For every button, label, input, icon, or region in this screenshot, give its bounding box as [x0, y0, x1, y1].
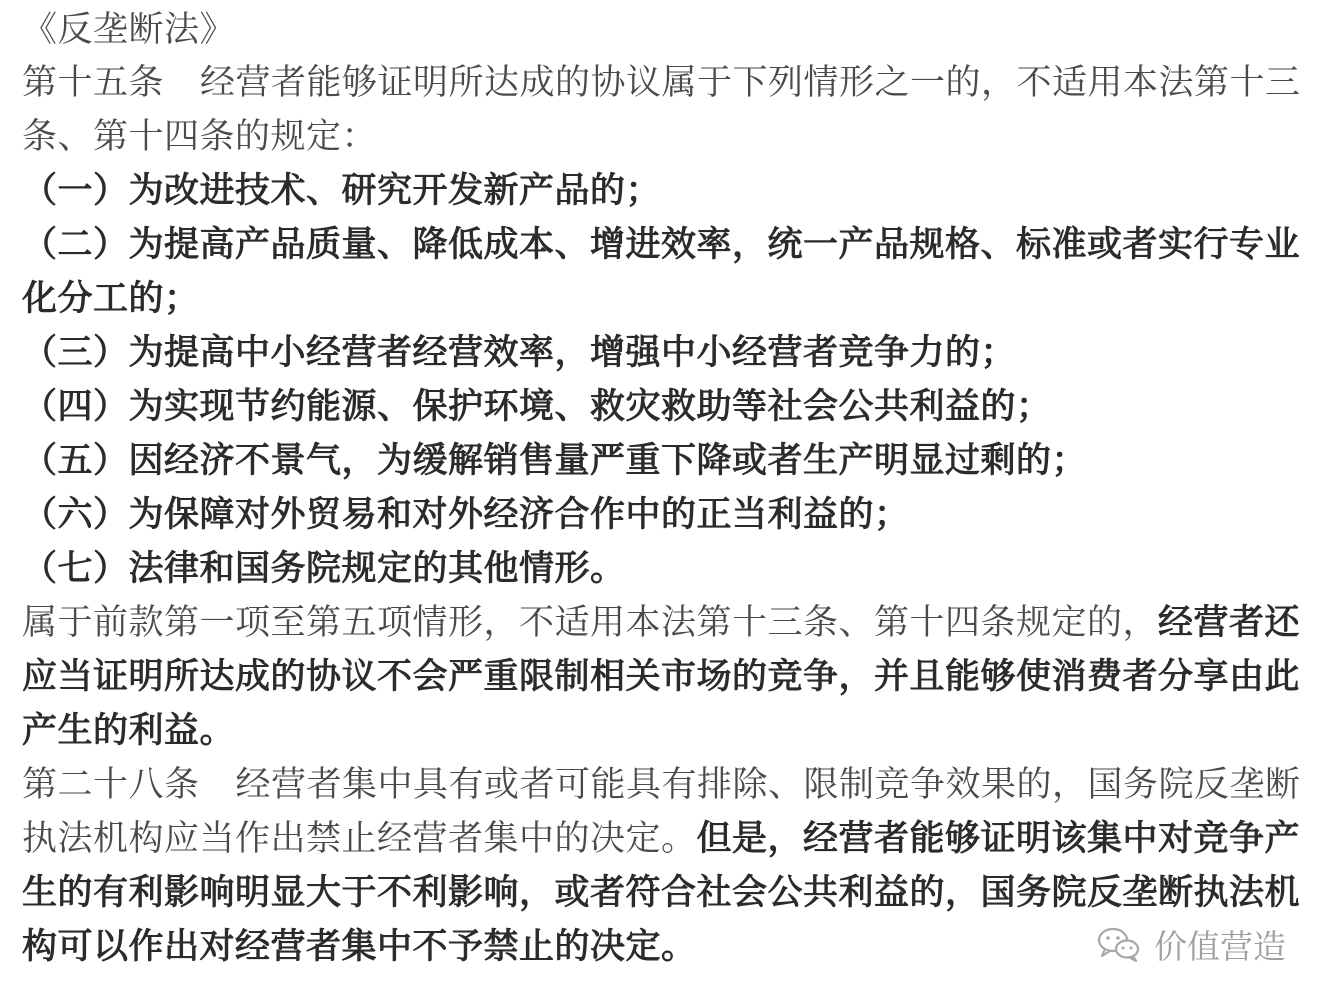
article-28-line-3: 生的有利影响明显大于不利影响，或者符合社会公共利益的，国务院反垄断执法机 — [22, 873, 1301, 913]
article-28-line-4: 构可以作出对经营者集中不予禁止的决定。 — [22, 927, 697, 967]
paragraph-2-line-3: 产生的利益。 — [22, 711, 236, 751]
paragraph-2-normal-text: 属于前款第一项至第五项情形，不适用本法第十三条、第十四条规定的， — [22, 603, 1159, 643]
article-15-intro-line-1 — [22, 56, 1312, 110]
watermark-text: 价值营造 — [1154, 926, 1286, 966]
document-body — [22, 4, 1312, 974]
paragraph-2-bold-text: 经营者还 — [1158, 603, 1301, 643]
article-15-item-5: （五）因经济不景气，为缓解销售量严重下降或者生产明显过剩的； — [22, 441, 1088, 481]
article-15-item-2-cont: 化分工的； — [22, 279, 200, 319]
article-28-label: 第二十八条 — [22, 765, 200, 805]
article-15-label: 第十五条 — [22, 63, 165, 103]
article-28-line-1 — [22, 758, 1312, 812]
article-28-bold-text: 但是，经营者能够证明该集中对竞争产 — [696, 819, 1301, 859]
article-28-text: 经营者集中具有或者可能具有排除、限制竞争效果的，国务院反垄断 — [235, 765, 1301, 805]
article-15-item-3: （三）为提高中小经营者经营效率，增强中小经营者竞争力的； — [22, 333, 1017, 373]
article-15-intro-text: 经营者能够证明所达成的协议属于下列情形之一的，不适用本法第十三 — [200, 63, 1301, 103]
article-15-item-7: （七）法律和国务院规定的其他情形。 — [22, 549, 626, 589]
paragraph-2-line-1 — [22, 596, 1312, 650]
article-28-normal-text: 执法机构应当作出禁止经营者集中的决定。 — [22, 819, 697, 859]
article-15-item-2: （二）为提高产品质量、降低成本、增进效率，统一产品规格、标准或者实行专业 — [22, 225, 1301, 265]
watermark — [1096, 916, 1286, 972]
article-15-item-6: （六）为保障对外贸易和对外经济合作中的正当利益的； — [22, 495, 910, 535]
wechat-icon — [1096, 924, 1142, 964]
article-15-intro-line-2: 条、第十四条的规定： — [22, 117, 378, 157]
article-15-item-1: （一）为改进技术、研究开发新产品的； — [22, 171, 662, 211]
paragraph-2-line-2: 应当证明所达成的协议不会严重限制相关市场的竞争，并且能够使消费者分享由此 — [22, 657, 1301, 697]
article-28-line-2 — [22, 812, 1312, 866]
article-15-item-4: （四）为实现节约能源、保护环境、救灾救助等社会公共利益的； — [22, 387, 1052, 427]
law-title: 《反垄断法》 — [22, 10, 236, 50]
